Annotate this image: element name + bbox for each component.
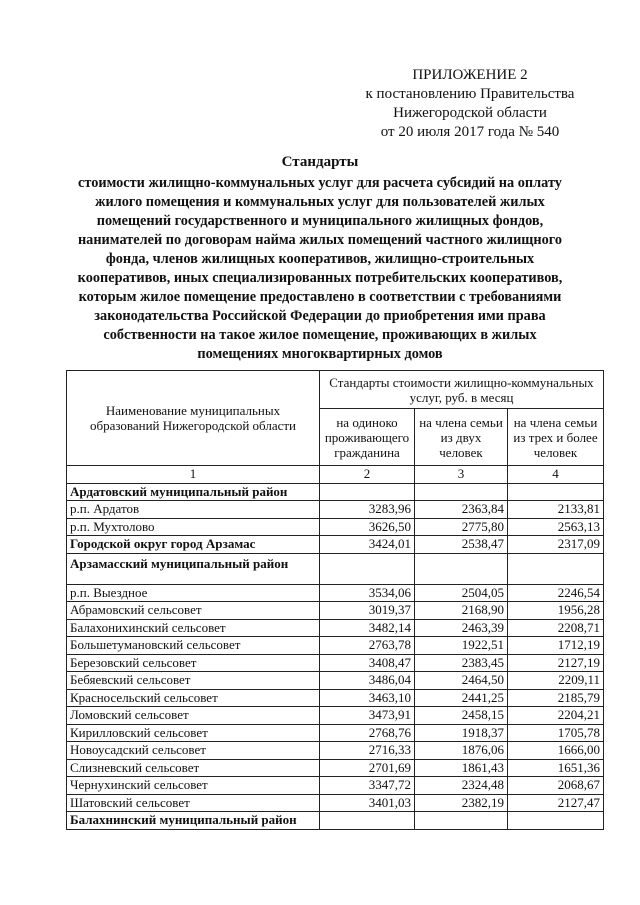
municipality-name: р.п. Ардатов bbox=[67, 501, 320, 519]
table-row bbox=[67, 777, 604, 795]
municipality-name: Ломовский сельсовет bbox=[67, 707, 320, 725]
title-line: фонда, членов жилищных кооперативов, жилищно-строительных bbox=[105, 251, 535, 267]
value-two-person: 2538,47 bbox=[415, 536, 508, 554]
value-three-plus: 2133,81 bbox=[508, 501, 604, 519]
table-row bbox=[67, 724, 604, 742]
value-single: 3473,91 bbox=[320, 707, 415, 725]
value-three-plus bbox=[508, 483, 604, 501]
value-two-person: 2382,19 bbox=[415, 794, 508, 812]
appendix-region-line: Нижегородской области bbox=[393, 105, 547, 121]
value-single bbox=[320, 483, 415, 501]
value-single bbox=[320, 553, 415, 584]
table-row bbox=[67, 707, 604, 725]
table-row bbox=[67, 794, 604, 812]
appendix-header bbox=[352, 66, 588, 142]
table-row bbox=[67, 584, 604, 602]
value-two-person: 1918,37 bbox=[415, 724, 508, 742]
document-title bbox=[50, 153, 590, 364]
value-single: 2768,76 bbox=[320, 724, 415, 742]
table-row bbox=[67, 602, 604, 620]
value-three-plus bbox=[508, 553, 604, 584]
appendix-title: ПРИЛОЖЕНИЕ 2 bbox=[412, 67, 528, 83]
col-header-single: на одиноко проживающего гражданина bbox=[320, 409, 415, 466]
col-number: 4 bbox=[508, 466, 604, 484]
value-three-plus: 2246,54 bbox=[508, 584, 604, 602]
value-three-plus: 2208,71 bbox=[508, 619, 604, 637]
municipality-name: р.п. Мухтолово bbox=[67, 518, 320, 536]
col-number: 3 bbox=[415, 466, 508, 484]
table-section-row bbox=[67, 536, 604, 554]
value-three-plus: 1666,00 bbox=[508, 742, 604, 760]
title-line: кооперативов, иных специализированных потребительских кооперативов, bbox=[77, 270, 563, 286]
col-header-two-person: на члена семьи из двух человек bbox=[415, 409, 508, 466]
value-three-plus: 1651,36 bbox=[508, 759, 604, 777]
table-row bbox=[67, 672, 604, 690]
table-row bbox=[67, 501, 604, 519]
value-single: 3019,37 bbox=[320, 602, 415, 620]
value-single: 3534,06 bbox=[320, 584, 415, 602]
value-three-plus: 2068,67 bbox=[508, 777, 604, 795]
municipality-name: Чернухинский сельсовет bbox=[67, 777, 320, 795]
value-three-plus: 2317,09 bbox=[508, 536, 604, 554]
value-single bbox=[320, 812, 415, 830]
col-header-three-plus: на члена семьи из трех и более человек bbox=[508, 409, 604, 466]
value-three-plus: 1956,28 bbox=[508, 602, 604, 620]
value-single: 3482,14 bbox=[320, 619, 415, 637]
col-header-municipality: Наименование муниципальных образований Нижегородской области bbox=[67, 371, 320, 466]
value-three-plus: 2185,79 bbox=[508, 689, 604, 707]
value-two-person: 2441,25 bbox=[415, 689, 508, 707]
municipality-name: Балахнинский муниципальный район bbox=[67, 812, 320, 830]
municipality-name: Балахонихинский сельсовет bbox=[67, 619, 320, 637]
title-line: помещений государственного и муниципального жилищных фондов, bbox=[96, 213, 544, 229]
value-three-plus: 1712,19 bbox=[508, 637, 604, 655]
municipality-name: Ардатовский муниципальный район bbox=[67, 483, 320, 501]
value-three-plus bbox=[508, 812, 604, 830]
appendix-date-line: от 20 июля 2017 года № 540 bbox=[380, 124, 560, 140]
value-three-plus: 2563,13 bbox=[508, 518, 604, 536]
table-body bbox=[67, 483, 604, 829]
value-three-plus: 2204,21 bbox=[508, 707, 604, 725]
appendix-ref-line: к постановлению Правительства bbox=[365, 86, 575, 102]
table-row bbox=[67, 518, 604, 536]
municipality-name: Арзамасский муниципальный район bbox=[67, 553, 320, 584]
value-two-person bbox=[415, 812, 508, 830]
title-line: собственности на такое жилое помещение, проживающих в жилых bbox=[103, 327, 537, 343]
value-single: 2701,69 bbox=[320, 759, 415, 777]
value-single: 3486,04 bbox=[320, 672, 415, 690]
municipality-name: Кирилловский сельсовет bbox=[67, 724, 320, 742]
title-line: которым жилое помещение предоставлено в соответствии с требованиями bbox=[78, 289, 562, 305]
value-two-person bbox=[415, 483, 508, 501]
municipality-name: р.п. Выездное bbox=[67, 584, 320, 602]
col-number: 2 bbox=[320, 466, 415, 484]
value-three-plus: 2209,11 bbox=[508, 672, 604, 690]
municipality-name: Новоусадский сельсовет bbox=[67, 742, 320, 760]
municipality-name: Красносельский сельсовет bbox=[67, 689, 320, 707]
table-section-row bbox=[67, 553, 604, 584]
table-row bbox=[67, 742, 604, 760]
value-single: 3463,10 bbox=[320, 689, 415, 707]
table-row bbox=[67, 654, 604, 672]
value-three-plus: 2127,47 bbox=[508, 794, 604, 812]
municipality-name: Слизневский сельсовет bbox=[67, 759, 320, 777]
standards-table bbox=[66, 370, 604, 830]
value-three-plus: 1705,78 bbox=[508, 724, 604, 742]
table-section-row bbox=[67, 812, 604, 830]
municipality-name: Шатовский сельсовет bbox=[67, 794, 320, 812]
value-two-person: 2464,50 bbox=[415, 672, 508, 690]
table-section-row bbox=[67, 483, 604, 501]
value-two-person bbox=[415, 553, 508, 584]
municipality-name: Большетумановский сельсовет bbox=[67, 637, 320, 655]
group-header-standards: Стандарты стоимости жилищно-коммунальных услуг, руб. в месяц bbox=[320, 371, 604, 409]
value-single: 3424,01 bbox=[320, 536, 415, 554]
value-single: 3283,96 bbox=[320, 501, 415, 519]
value-two-person: 1876,06 bbox=[415, 742, 508, 760]
table-row bbox=[67, 689, 604, 707]
title-line: законодательства Российской Федерации до приобретения ими права bbox=[94, 308, 546, 324]
title-heading: Стандарты bbox=[281, 154, 359, 170]
value-two-person: 2324,48 bbox=[415, 777, 508, 795]
table-row bbox=[67, 637, 604, 655]
value-single: 3408,47 bbox=[320, 654, 415, 672]
value-two-person: 1861,43 bbox=[415, 759, 508, 777]
value-three-plus: 2127,19 bbox=[508, 654, 604, 672]
value-two-person: 2504,05 bbox=[415, 584, 508, 602]
value-single: 2763,78 bbox=[320, 637, 415, 655]
value-two-person: 2168,90 bbox=[415, 602, 508, 620]
title-line: нанимателей по договорам найма жилых помещений частного жилищного bbox=[77, 232, 563, 248]
municipality-name: Березовский сельсовет bbox=[67, 654, 320, 672]
value-two-person: 2775,80 bbox=[415, 518, 508, 536]
value-two-person: 2383,45 bbox=[415, 654, 508, 672]
value-two-person: 2363,84 bbox=[415, 501, 508, 519]
title-line: жилого помещения и коммунальных услуг для пользователей жилых bbox=[95, 194, 545, 210]
col-number: 1 bbox=[67, 466, 320, 484]
value-two-person: 2463,39 bbox=[415, 619, 508, 637]
municipality-name: Абрамовский сельсовет bbox=[67, 602, 320, 620]
value-single: 2716,33 bbox=[320, 742, 415, 760]
municipality-name: Бебяевский сельсовет bbox=[67, 672, 320, 690]
value-single: 3347,72 bbox=[320, 777, 415, 795]
value-two-person: 2458,15 bbox=[415, 707, 508, 725]
municipality-name: Городской округ город Арзамас bbox=[67, 536, 320, 554]
value-two-person: 1922,51 bbox=[415, 637, 508, 655]
value-single: 3626,50 bbox=[320, 518, 415, 536]
value-single: 3401,03 bbox=[320, 794, 415, 812]
title-line: стоимости жилищно-коммунальных услуг для расчета субсидий на оплату bbox=[78, 175, 562, 191]
title-line: помещениях многоквартирных домов bbox=[197, 346, 443, 362]
table-row bbox=[67, 759, 604, 777]
table-row bbox=[67, 619, 604, 637]
